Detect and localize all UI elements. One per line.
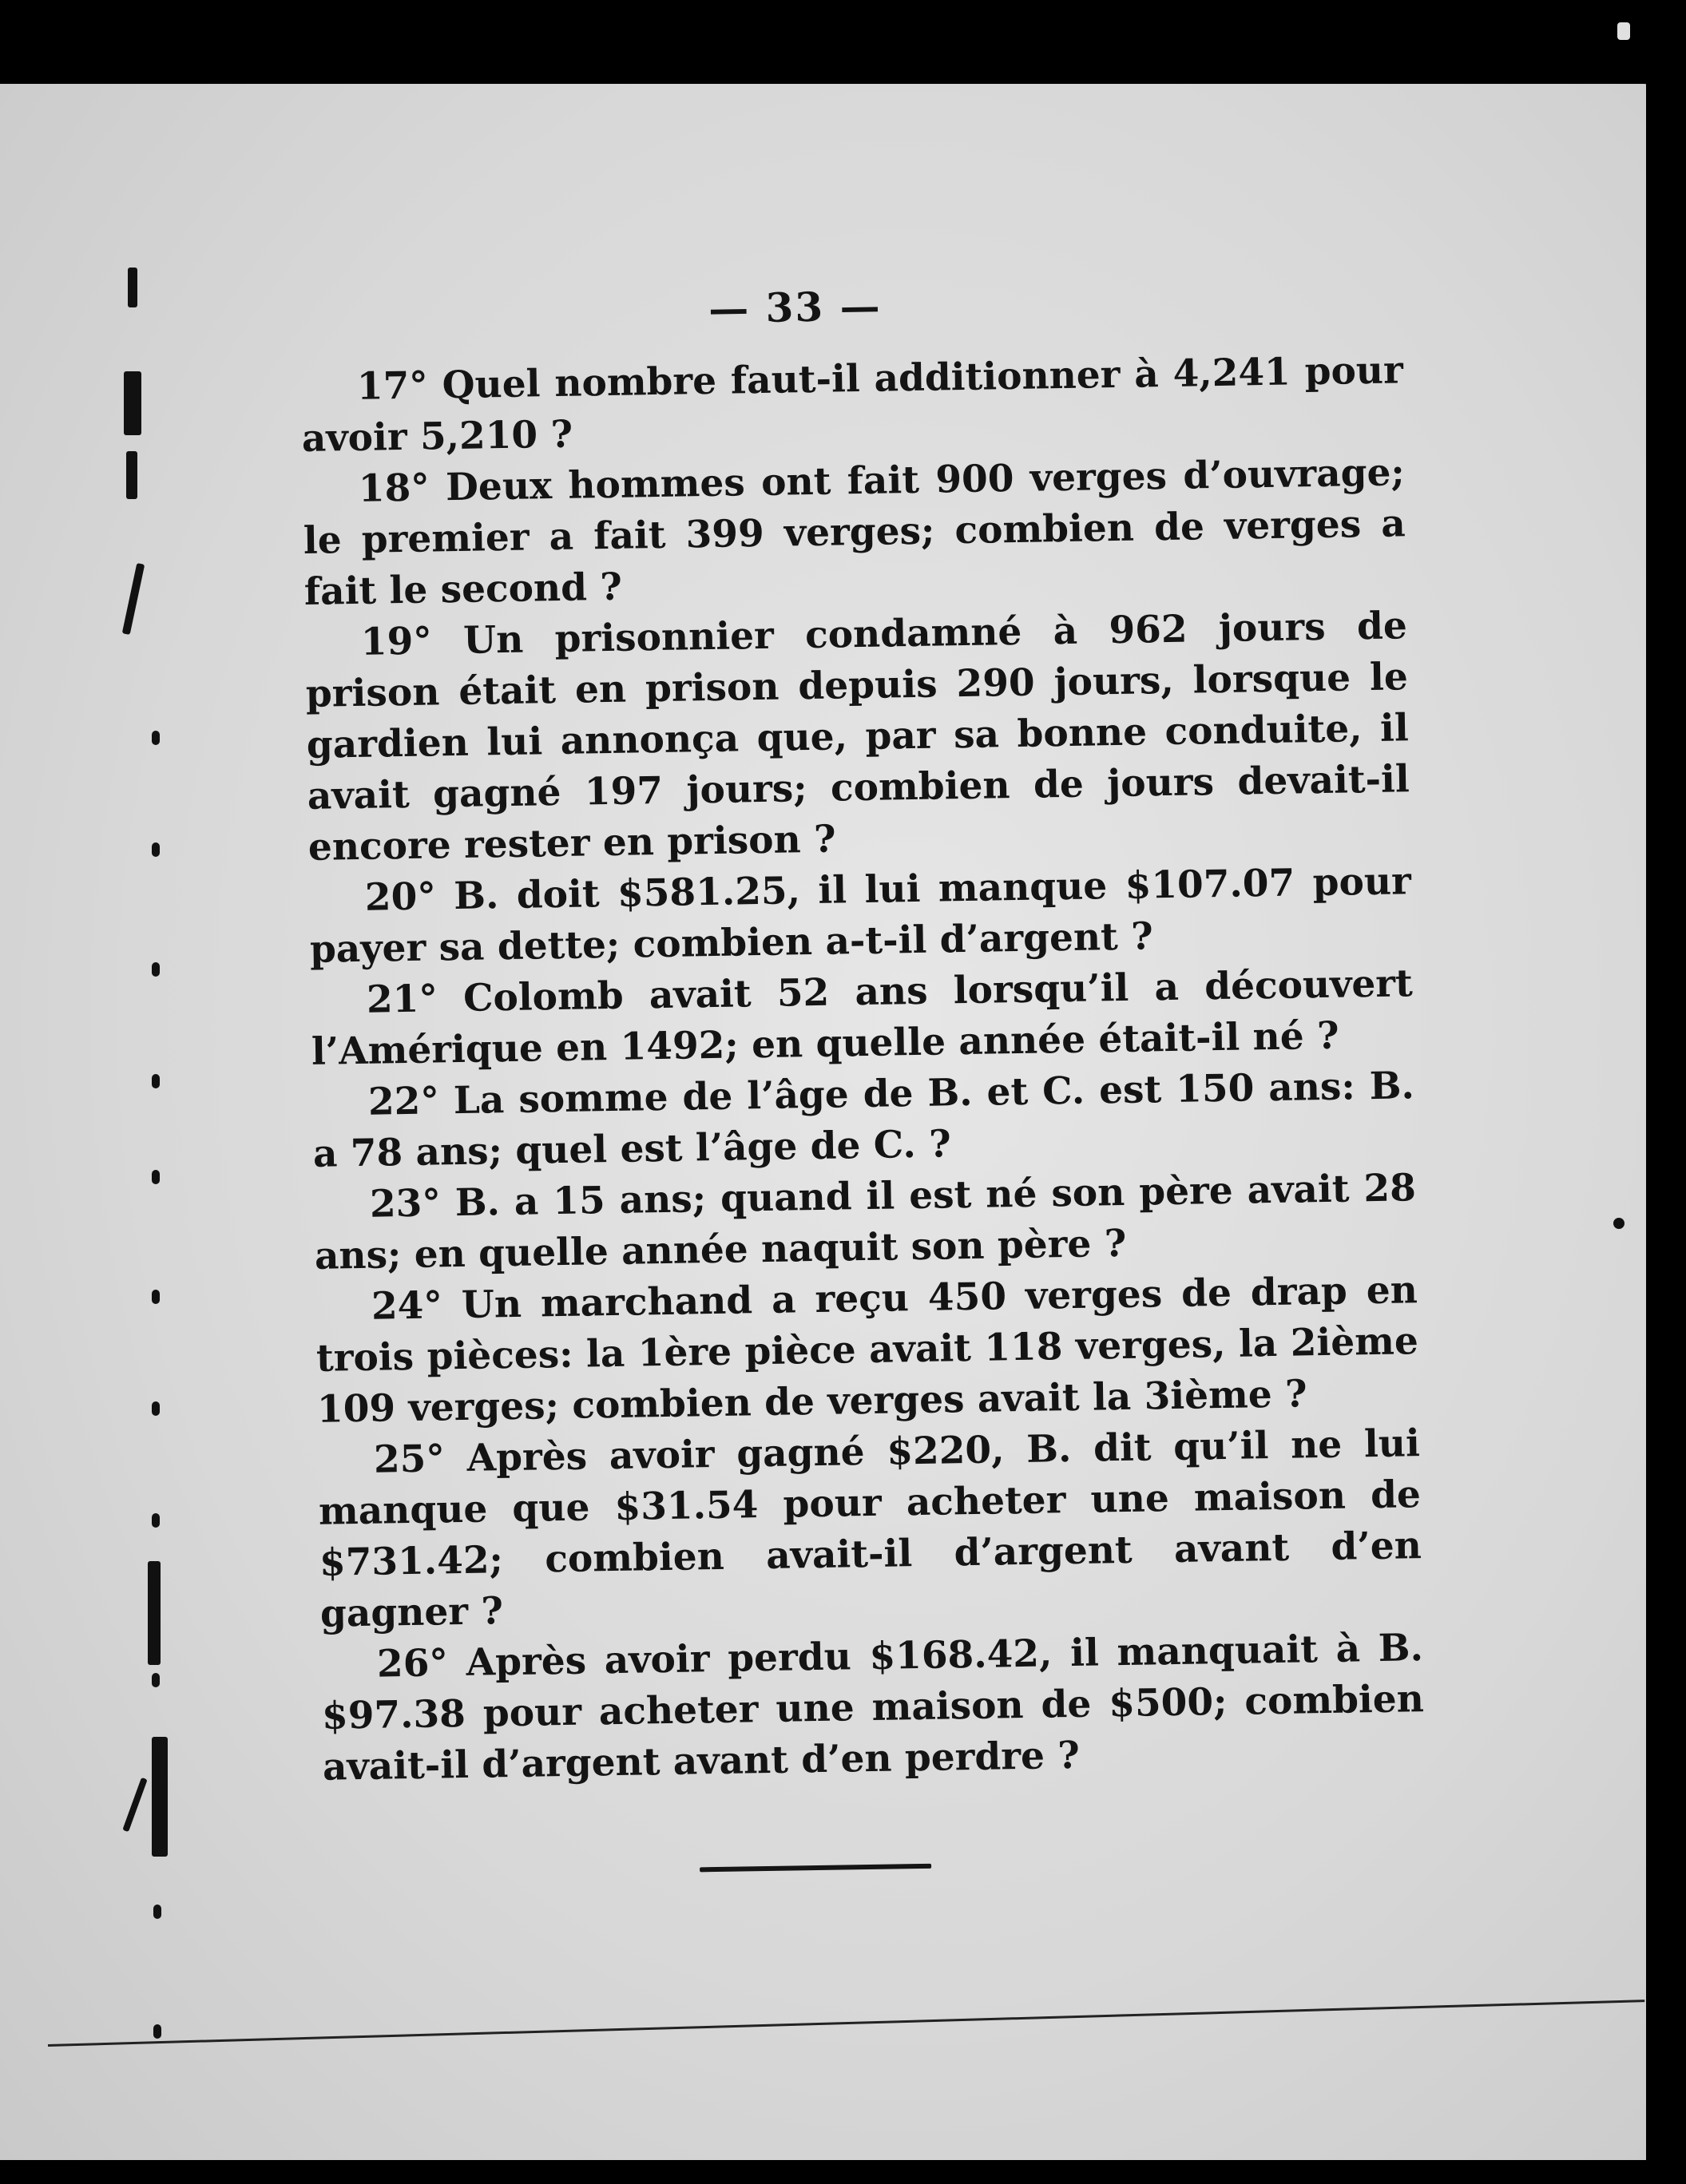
problem-23: 23° B. a 15 ans; quand il est né son père avait 28 ans; en quelle année naquit son père ? xyxy=(314,1166,1417,1278)
corner-mark xyxy=(1617,22,1630,40)
scan-border-right xyxy=(1646,0,1686,2184)
page-content xyxy=(300,274,1426,1877)
problem-26: 26° Après avoir perdu $168.42, il manquait à B. $97.38 pour acheter une maison de $500; combien avait-il d’argent avant d’en perdre ? xyxy=(321,1626,1425,1790)
binding-gutter xyxy=(120,268,184,2184)
problem-21: 21° Colomb avait 52 ans lorsqu’il a découvert l’Amérique en 1492; en quelle année était-il né ? xyxy=(311,961,1414,1074)
problem-24: 24° Un marchand a reçu 450 verges de drap en trois pièces: la 1ère pièce avait 118 verges, la 2ième 109 verges; combien de verges avait la 3ième ? xyxy=(315,1268,1419,1432)
problem-18: 18° Deux hommes ont fait 900 verges d’ouvrage; le premier a fait 399 verges; combien de verges a fait le second ? xyxy=(303,450,1406,614)
problem-20: 20° B. doit $581.25, il lui manque $107.07 pour payer sa dette; combien a-t-il d’argent ? xyxy=(309,859,1412,972)
end-rule xyxy=(700,1864,931,1873)
scan-border-top xyxy=(0,0,1686,88)
right-margin-dot xyxy=(1613,1218,1625,1229)
problem-25: 25° Après avoir gagné $220, B. dit qu’il ne lui manque que $31.54 pour acheter une maison de $731.42; combien avait-il d’argent avant d’en gagner ? xyxy=(318,1421,1422,1636)
problem-22: 22° La somme de l’âge de B. et C. est 150 ans: B. a 78 ans; quel est l’âge de C. ? xyxy=(312,1064,1415,1176)
problem-19: 19° Un prisonnier condamné à 962 jours de prison était en prison depuis 290 jours, lorsque le gardien lui annonça que, par sa bonne conduite, il avait gagné 197 jours; combien de jours devait-il encore rester en prison ? xyxy=(305,604,1410,870)
book-page xyxy=(0,84,1649,2160)
page-number: — 33 — xyxy=(708,282,883,332)
problem-17: 17° Quel nombre faut-il additionner à 4,241 pour avoir 5,210 ? xyxy=(301,348,1404,461)
